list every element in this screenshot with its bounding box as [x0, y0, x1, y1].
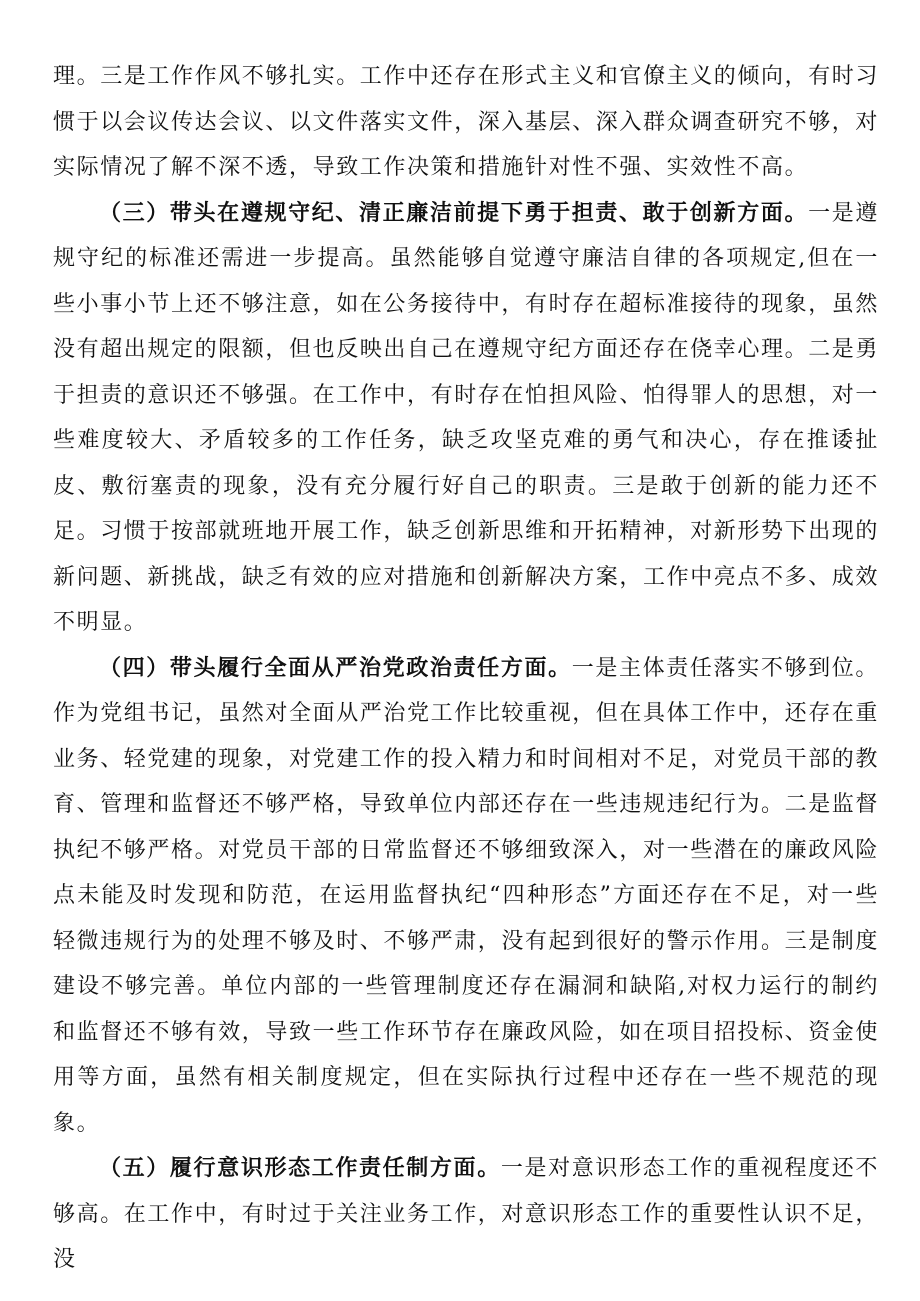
section-heading: （五）履行意识形态工作责任制方面。: [99, 1156, 501, 1181]
paragraph-continuation: [53, 54, 879, 191]
document-body: [53, 54, 879, 1283]
paragraph-body: 理。三是工作作风不够扎实。工作中还存在形式主义和官僚主义的倾向，有时习惯于以会议传达会议、以文件落实文件，深入基层、深入群众调查研究不够，对实际情况了解不深不透，导致工作决策和措施针对性不强、实效性不高。: [53, 64, 880, 180]
paragraph-section-5: [53, 1146, 879, 1283]
paragraph-body: 一是遵规守纪的标准还需进一步提高。虽然能够自觉遵守廉洁自律的各项规定,但在一些小事小节上还不够注意，如在公务接待中，有时存在超标准接待的现象，虽然没有超出规定的限额，但也反映出自己在遵规守纪方面还存在侥幸心理。二是勇于担责的意识还不够强。在工作中，有时存在怕担风险、怕得罪人的思想，对一些难度较大、矛盾较多的工作任务，缺乏攻坚克难的勇气和决心，存在推诿扯皮、敷衍塞责的现象，没有充分履行好自己的职责。三是敢于创新的能力还不足。习惯于按部就班地开展工作，缺乏创新思维和开拓精神，对新形势下出现的新问题、新挑战，缺乏有效的应对措施和创新解决方案，工作中亮点不多、成效不明显。: [53, 200, 880, 635]
paragraph-body: 一是主体责任落实不够到位。作为党组书记，虽然对全面从严治党工作比较重视，但在具体工作中，还存在重业务、轻党建的现象，对党建工作的投入精力和时间相对不足，对党员干部的教育、管理和监督还不够严格，导致单位内部还存在一些违规违纪行为。二是监督执纪不够严格。对党员干部的日常监督还不够细致深入，对一些潜在的廉政风险点未能及时发现和防范，在运用监督执纪“四种形态”方面还存在不足，对一些轻微违规行为的处理不够及时、不够严肃，没有起到很好的警示作用。三是制度建设不够完善。单位内部的一些管理制度还存在漏洞和缺陷,对权力运行的制约和监督还不够有效，导致一些工作环节存在廉政风险，如在项目招投标、资金使用等方面，虽然有相关制度规定，但在实际执行过程中还存在一些不规范的现象。: [53, 655, 880, 1136]
section-heading: （四）带头履行全面从严治党政治责任方面。: [99, 655, 572, 681]
paragraph-body: 一是对意识形态工作的重视程度还不够高。在工作中，有时过于关注业务工作，对意识形态工作的重要性认识不足，没: [53, 1156, 880, 1272]
section-heading: （三）带头在遵规守纪、清正廉洁前提下勇于担责、敢于创新方面。: [99, 200, 809, 226]
paragraph-section-4: [53, 646, 879, 1147]
paragraph-section-3: [53, 191, 879, 646]
